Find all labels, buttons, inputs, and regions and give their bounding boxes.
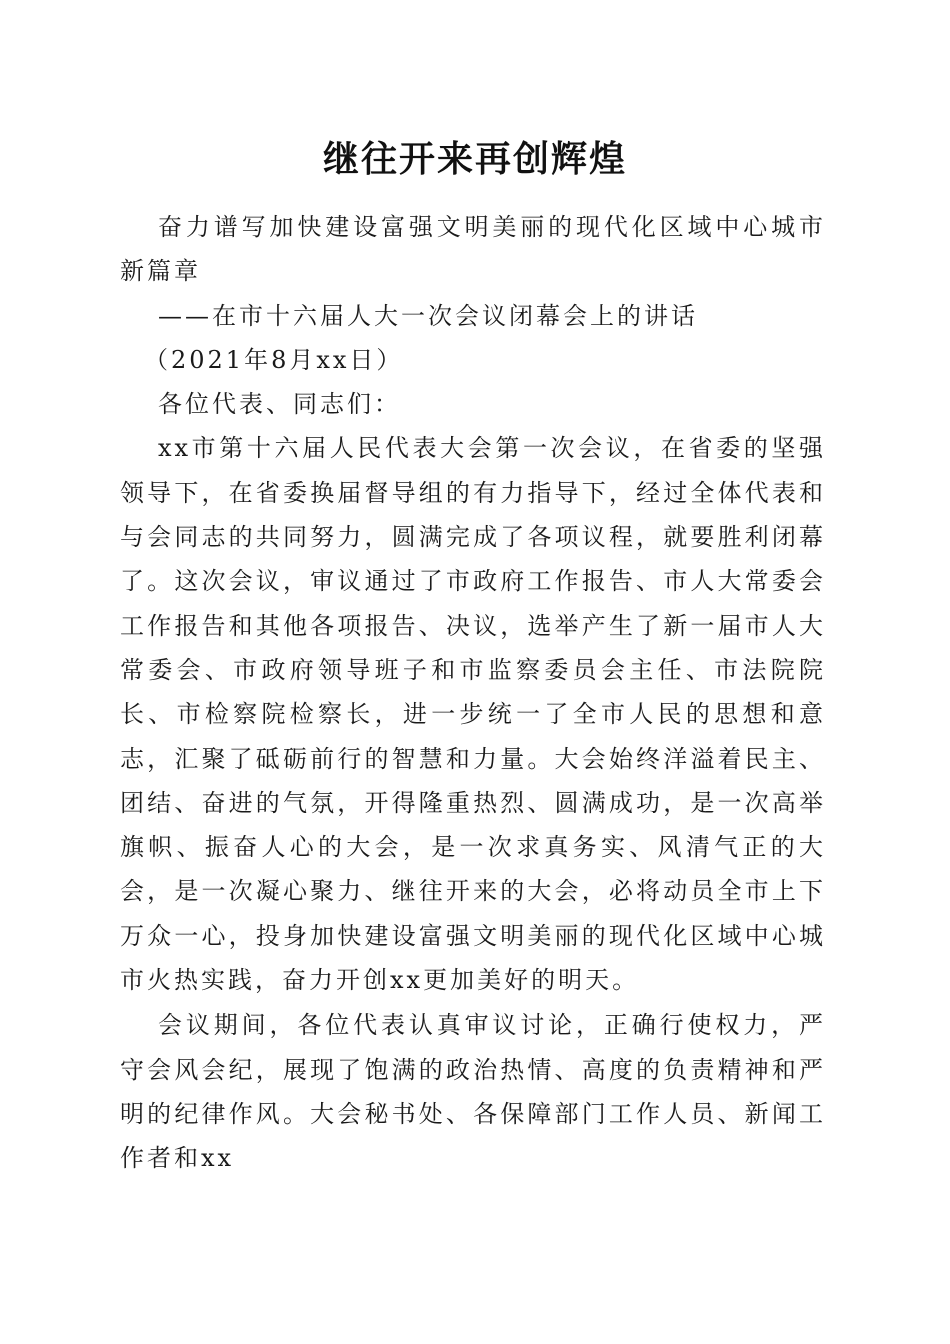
document-title: 继往开来再创辉煌 bbox=[322, 138, 627, 180]
document-subtitle: 奋力谱写加快建设富强文明美丽的现代化区域中心城市新篇章 bbox=[120, 213, 826, 286]
body-paragraph: 会议期间，各位代表认真审议讨论，正确行使权力，严守会风会纪，展现了饱满的政治热情、高度的负责精神和严明的纪律作风。大会秘书处、各保障部门工作人员、新闻工作者和xx bbox=[120, 1011, 826, 1173]
date-line: （2021年8月xx日） bbox=[144, 345, 404, 374]
body-paragraph: xx市第十六届人民代表大会第一次会议，在省委的坚强领导下，在省委换届督导组的有力指导下，经过全体代表和与会同志的共同努力，圆满完成了各项议程，就要胜利闭幕了。这次会议，审议通过了市政府工作报告、市人大常委会工作报告和其他各项报告、决议，选举产生了新一届市人大常委会、市政府领导班子和市监察委员会主任、市法院院长、市检察院检察长，进一步统一了全市人民的思想和意志，汇聚了砥砺前行的智慧和力量。大会始终洋溢着民主、团结、奋进的气氛，开得隆重热烈、圆满成功，是一次高举旗帜、振奋人心的大会，是一次求真务实、风清气正的大会，是一次凝心聚力、继往开来的大会，必将动员全市上下万众一心，投身加快建设富强文明美丽的现代化区域中心城市火热实践，奋力开创xx更加美好的明天。 bbox=[120, 434, 826, 995]
speech-line: ——在市十六届人大一次会议闭幕会上的讲话 bbox=[158, 301, 698, 330]
document-body bbox=[120, 205, 826, 1182]
salutation: 各位代表、同志们： bbox=[158, 390, 401, 419]
